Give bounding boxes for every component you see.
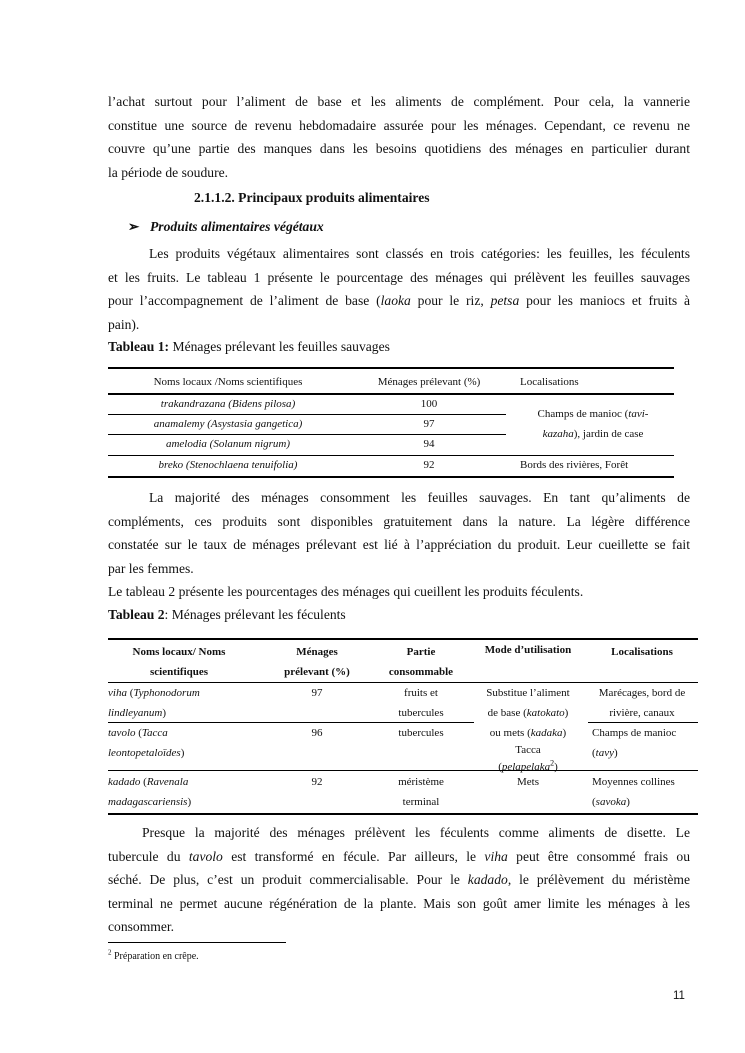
table-row: amelodia (Solanum nigrum) xyxy=(165,438,291,450)
t1-sci-name: Bidens pilosa xyxy=(231,398,292,410)
presque-line-1: Presque la majorité des ménages prélèvent les féculents comme aliments de disette. Le xyxy=(142,825,690,840)
t1-sci-name: Asystasia gangetica xyxy=(210,418,299,430)
t2-loc-1: Champs de manioc xyxy=(592,727,677,739)
kadaka-term: kadaka xyxy=(530,727,563,739)
t2-sci-name-1: Tacca xyxy=(141,727,168,739)
intro-paragraph xyxy=(108,90,690,184)
t2-partie-2: tubercules xyxy=(398,707,444,719)
t2-partie xyxy=(376,772,466,812)
majorite-line-1: La majorité des ménages consomment les feuilles sauvages. En tant qu’aliments de xyxy=(149,490,690,505)
t2-header-partie-2: consommable xyxy=(388,666,454,678)
t2-mode-l1: Substitue l’aliment xyxy=(486,687,570,699)
t2-loc-2: tavy xyxy=(595,747,614,759)
t1-pct: 100 xyxy=(420,398,438,410)
vegetal-line-3-a: pour l’accompagnement de l’aliment de base ( xyxy=(108,293,381,308)
majorite-line-2: compléments, ces produits sont disponibles gratuitement dans la nature. La légère différence xyxy=(108,513,690,529)
t2-sci-name-1: Ravenala xyxy=(146,776,189,788)
t2-partie-2: terminal xyxy=(402,796,440,808)
vegetal-paragraph xyxy=(108,242,690,336)
majorite-paragraph xyxy=(108,486,690,604)
t2-mode-l3-a: ou mets ( xyxy=(489,727,531,739)
t2-loc-2: rivière, canaux xyxy=(609,707,675,719)
t1-local-name: amelodia xyxy=(165,438,207,450)
t2-header-names xyxy=(108,642,250,682)
t2-sci-name-2: madagascariensis xyxy=(108,796,188,808)
table2-caption xyxy=(108,607,346,623)
table-row: trakandrazana (Bidens pilosa) xyxy=(160,398,296,410)
t2-loc: Champs de manioc (tavy) xyxy=(592,723,698,763)
t1-loc-last: Bords des rivières, Forêt xyxy=(520,459,629,471)
t2-loc-1: Marécages, bord de xyxy=(598,687,686,699)
t1-local-name: breko xyxy=(158,459,184,471)
t1-loc-kazaha: kazaha xyxy=(542,428,574,440)
presque-l2-b: est transformé en fécule. Par ailleurs, le xyxy=(222,848,485,864)
footnote-number: 2 xyxy=(108,948,112,957)
t2-header-loc: Localisations xyxy=(611,646,673,658)
t2-mode-group: Substitue l’aliment de base (katokato) ou mets (kadaka) Tacca (pelapelaka$^2$) xyxy=(474,683,582,777)
t2-local-name: kadado xyxy=(108,776,141,788)
kadado-term: kadado xyxy=(467,872,508,887)
t1-sci-name: Stenochlaena tenuifolia xyxy=(189,459,294,471)
table-row: tavolo (Tacca leontopetaloïdes) xyxy=(108,727,185,759)
vegetal-line-1: Les produits végétaux alimentaires sont classés en trois catégories: les feuilles, les féculents xyxy=(149,246,690,261)
presque-line-3 xyxy=(108,868,690,892)
t2-sci-name-1: Typhonodorum xyxy=(133,687,200,699)
page-number: 11 xyxy=(673,990,685,1002)
petsa-term: petsa xyxy=(490,293,520,308)
bullet-heading xyxy=(128,219,324,235)
t1-local-name: anamalemy xyxy=(153,418,205,430)
vegetal-line-2: et les fruits. Le tableau 1 présente le pourcentage des ménages qui prélèvent les feuilles sauvages xyxy=(108,269,690,285)
table-row: kadado (Ravenala madagascariensis) xyxy=(108,776,192,808)
presque-l2-a: tubercule du xyxy=(108,848,189,864)
t2-mode-l3-b: ) xyxy=(562,727,567,739)
t1-pct: 97 xyxy=(423,418,435,430)
presque-line-2 xyxy=(108,845,690,869)
t1-local-name: trakandrazana xyxy=(160,398,226,410)
vegetal-line-3 xyxy=(108,289,690,313)
presque-line-4: terminal ne permet aucune régénération de la plante. Mais son goût amer limite les ménages à les xyxy=(108,895,690,911)
t2-header-mode: Mode d’utilisation xyxy=(484,644,572,656)
t2-header-menages-2: prélevant (%) xyxy=(284,666,350,678)
t1-loc-b: ), jardin de case xyxy=(573,428,644,440)
pelapelaka-term: pelapelaka xyxy=(501,761,551,773)
vegetal-line-4: pain). xyxy=(108,316,140,332)
t1-pct: 92 xyxy=(423,459,435,471)
table2-caption-label: Tableau 2 xyxy=(108,607,165,622)
table1-caption-label: Tableau 1: xyxy=(108,339,170,354)
vegetal-line-3-c: pour les maniocs et fruits à xyxy=(519,293,691,308)
footnote xyxy=(108,948,199,962)
t2-pct: 96 xyxy=(311,727,323,739)
t2-header-names-1: Noms locaux/ Noms xyxy=(132,646,226,658)
t1-loc-group xyxy=(514,404,672,444)
t2-loc xyxy=(588,683,696,723)
footnote-text: Préparation en crêpe. xyxy=(111,951,199,962)
table2-caption-text: : Ménages prélevant les féculents xyxy=(164,607,346,622)
presque-l3-a: séché. De plus, c’est un produit commercialisable. Pour le xyxy=(108,872,468,887)
t2-partie-1: méristème xyxy=(398,776,444,788)
intro-line-1: l’achat surtout pour l’aliment de base et les aliments de complément. Pour cela, la vannerie xyxy=(108,94,690,109)
t2-loc-1: Moyennes collines xyxy=(592,776,675,788)
t2-mode-last: Mets xyxy=(517,776,539,788)
t2-header-menages-1: Ménages xyxy=(296,646,338,658)
table1-header-names: Noms locaux /Noms scientifiques xyxy=(153,376,303,388)
arrow-bullet-icon: ➢ xyxy=(128,219,140,234)
presque-l3-b: , le prélèvement du méristème xyxy=(507,872,690,887)
presque-paragraph xyxy=(108,821,690,939)
t2-sci-name-2: leontopetaloïdes xyxy=(108,747,181,759)
table-row: breko (Stenochlaena tenuifolia) xyxy=(158,459,298,471)
t2-header-partie-1: Partie xyxy=(406,646,436,658)
laoka-term: laoka xyxy=(380,293,411,308)
intro-line-4: la période de soudure. xyxy=(108,164,229,180)
t1-loc-tavi: tavi- xyxy=(628,408,649,420)
t2-header-partie xyxy=(376,642,466,682)
t2-mode-l4: Tacca xyxy=(515,744,541,756)
t2-header-menages xyxy=(262,642,372,682)
majorite-line-3: constatée sur le taux de ménages prélevant est lié à l’appréciation du produit. Leur cueillette se fait xyxy=(108,537,690,552)
table-row: anamalemy (Asystasia gangetica) xyxy=(153,418,303,430)
intro-line-3: couvre qu’une partie des manques dans les besoins quotidiens des ménages en particulier durant xyxy=(108,141,690,156)
table1-header-percent: Ménages prélevant (%) xyxy=(377,376,481,388)
majorite-line-5: Le tableau 2 présente les pourcentages des ménages qui cueillent les produits féculents. xyxy=(108,584,584,599)
viha-term: viha xyxy=(484,848,508,864)
t2-partie-1: fruits et xyxy=(404,687,438,699)
vegetal-line-3-b: pour le riz, xyxy=(410,293,491,308)
table1-caption-text: Ménages prélevant les feuilles sauvages xyxy=(169,339,390,354)
table1-caption xyxy=(108,339,390,355)
t2-local-name: viha xyxy=(108,687,127,699)
t2-partie-1: tubercules xyxy=(398,727,444,739)
t2-header-names-2: scientifiques xyxy=(149,666,209,678)
footnote-separator xyxy=(108,942,286,943)
t2-local-name: tavolo xyxy=(108,727,136,739)
table-row: viha (Typhonodorum lindleyanum) xyxy=(108,687,200,719)
t2-partie xyxy=(376,683,466,723)
presque-l2-c: peut être consommé frais ou xyxy=(507,848,690,864)
t2-loc-2: savoka xyxy=(595,796,627,808)
t2-mode-l2-b: ) xyxy=(564,707,569,719)
t1-pct: 94 xyxy=(423,438,435,450)
table1-header-loc: Localisations xyxy=(520,376,579,388)
t2-loc: Moyennes collines (savoka) xyxy=(592,772,698,812)
t2-sci-name-2: lindleyanum xyxy=(108,707,163,719)
footnote-ref: 2 xyxy=(550,758,555,768)
t1-sci-name: Solanum nigrum xyxy=(213,438,287,450)
katokato-term: katokato xyxy=(526,707,565,719)
intro-line-2: constitue une source de revenu hebdomadaire assurée pour les ménages. Cependant, ce revenu ne xyxy=(108,117,690,133)
section-heading: 2.1.1.2. Principaux produits alimentaires xyxy=(194,190,430,205)
presque-line-5: consommer. xyxy=(108,919,175,934)
t2-pct: 92 xyxy=(311,776,323,788)
tavolo-term: tavolo xyxy=(188,848,223,864)
t2-mode-l2-a: de base ( xyxy=(487,707,527,719)
t2-partie xyxy=(376,723,466,743)
bullet-title: Produits alimentaires végétaux xyxy=(150,219,324,234)
majorite-line-4: par les femmes. xyxy=(108,560,194,576)
t2-pct: 97 xyxy=(311,687,323,699)
t1-loc-a: Champs de manioc ( xyxy=(537,408,629,420)
